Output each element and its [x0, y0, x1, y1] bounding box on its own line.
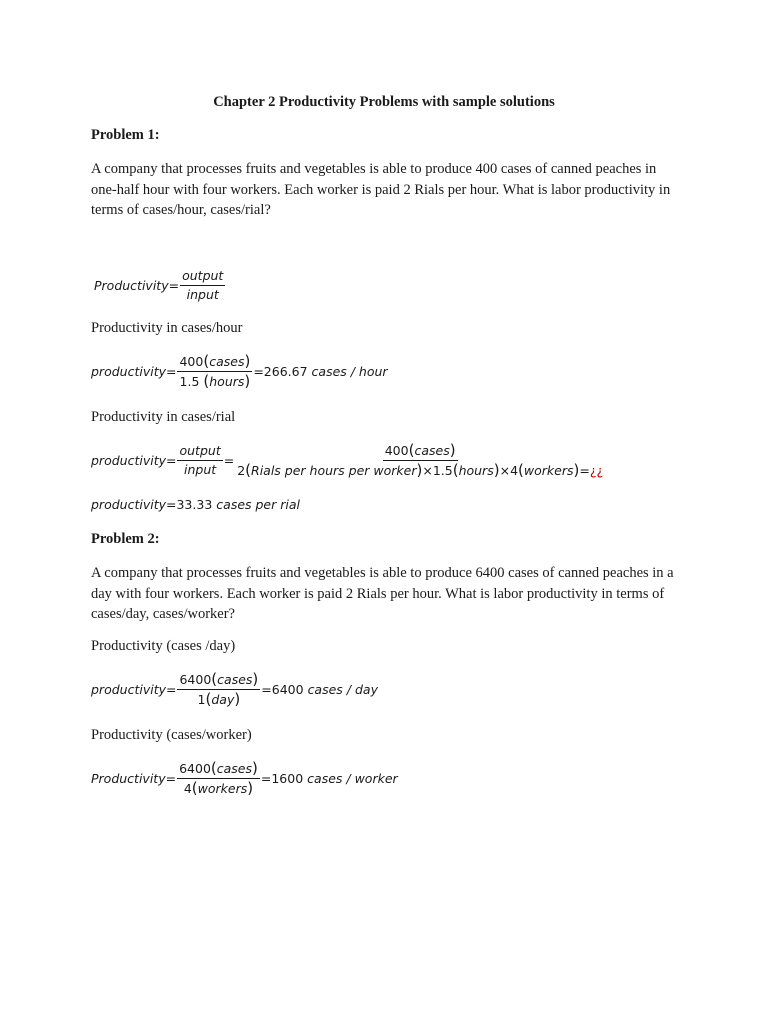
fraction: $\frac{\text{400(cases)}}{\text{2(Rials per hours per worker)×1.5(hours)×4(workers)=¿¿}}$	[237, 441, 604, 479]
problem-1-heading: Problem 1:	[91, 127, 160, 143]
problem-2-heading: Problem 2:	[91, 531, 160, 547]
label-cases-per-rial: Productivity in cases/rial	[91, 409, 236, 425]
formula-productivity-rial-result: productivity = 33.33 cases per rial	[91, 497, 300, 512]
label-cases-per-day: Productivity (cases /day)	[91, 638, 236, 654]
fraction: $\frac{\text{400(cases)}}{\text{1.5 (hours)}}$	[179, 352, 251, 390]
formula-productivity-rial: productivity = $\frac{\text{output}}{\text{input}}$ = $\frac{\text{400(cases)}}{\text{2(Rials per hours per worker)×1.5(hours)×4(workers)=¿¿}}$	[91, 441, 604, 479]
formula-productivity-worker: Productivity = $\frac{\text{6400(cases)}}{\text{4(workers)}}$ =1600 cases / worker	[91, 759, 398, 797]
fraction: $\frac{\text{6400(cases)}}{\text{1(day)}}$	[179, 670, 259, 708]
document-title: Chapter 2 Productivity Problems with sample solutions	[213, 94, 555, 110]
formula-productivity-hour: productivity = $\frac{\text{400(cases)}}{\text{1.5 (hours)}}$ =266.67 cases / hour	[91, 352, 388, 390]
problem-1-text: A company that processes fruits and vegetables is able to produce 400 cases of canned peaches in one-half hour with four workers. Each worker is paid 2 Rials per hour. What is labor productivity in terms of cases/hour, cases/rial?	[91, 161, 671, 218]
fraction: $\frac{\text{output}}{\text{input}}$	[182, 268, 224, 302]
fraction: $\frac{\text{output}}{\text{input}}$	[179, 443, 221, 477]
problem-2-text: A company that processes fruits and vegetables is able to produce 6400 cases of canned peaches in a day with four workers. Each worker is paid 2 Rials per hour. What is labor productivity in terms of cases/day, cases/worker?	[91, 565, 674, 622]
formula-productivity-general: Productivity = $\frac{\text{output}}{\text{input}}$	[94, 268, 224, 302]
label-cases-per-hour: Productivity in cases/hour	[91, 320, 243, 336]
fraction: $\frac{\text{6400(cases)}}{\text{4(workers)}}$	[179, 759, 258, 797]
label-cases-per-worker: Productivity (cases/worker)	[91, 727, 252, 743]
render-artifact-glyph: ¿¿	[589, 463, 604, 478]
formula-productivity-day: productivity = $\frac{\text{6400(cases)}}{\text{1(day)}}$ =6400 cases / day	[91, 670, 378, 708]
